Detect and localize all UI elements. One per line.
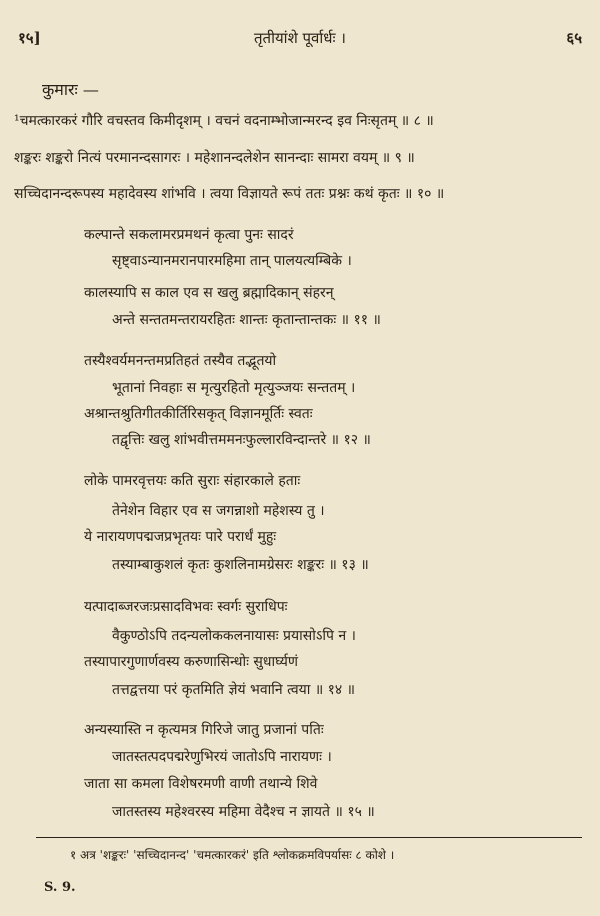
verse-line: वैकुण्ठोऽपि तदन्यलोककलनायासः प्रयासोऽपि न ।: [112, 628, 356, 644]
verse-line: जातस्तत्पदपद्मरेणुभिरयं जातोऽपि नारायणः ।: [112, 749, 332, 765]
verse-line: लोके पामरवृत्तयः कति सुराः संहारकाले हताः: [84, 473, 301, 489]
verse-line: यत्पादाब्जरजःप्रसादविभवः स्वर्गः सुराधिपः: [84, 599, 288, 615]
verse-line: कालस्यापि स काल एव स खलु ब्रह्मादिकान् संहरन्: [84, 285, 334, 301]
page-number: ६५: [566, 29, 582, 47]
prose-verse-10: सच्चिदानन्दरूपस्य महादेवस्य शांभवि । त्वया विज्ञायते रूपं ततः प्रश्नः कथं कृतः ॥ १० ॥: [14, 186, 445, 202]
verse-line: तस्यैश्वर्यमनन्तमप्रतिहतं तस्यैव तद्भूतयो: [84, 353, 277, 369]
verse-line: तेनेशेन विहार एव स जगन्नाशो महेशस्य तु ।: [112, 503, 325, 519]
verse-line: तत्तद्वत्तया परं कृतमिति ज्ञेयं भवानि त्वया ॥ १४ ॥: [112, 682, 356, 698]
page-header: [18, 28, 582, 54]
verse-line: तस्याम्बाकुशलं कृतः कुशलिनामग्रेसरः शङ्करः ॥ १३ ॥: [112, 557, 369, 573]
verse-line: जातस्तस्य महेश्वरस्य महिमा वेदैश्च न ज्ञायते ॥ १५ ॥: [112, 804, 375, 820]
verse-line: तद्वृत्तिः खलु शांभवीत्तममनःफुल्लारविन्दान्तरे ॥ १२ ॥: [112, 432, 371, 448]
footnote-divider: [36, 837, 582, 838]
left-page-mark: १५]: [18, 29, 41, 47]
footnote: १ अत्र 'शङ्करः' 'सच्चिदानन्द' 'चमत्कारकरं' इति श्लोकक्रमविपर्यासः ८ कोशे ।: [70, 848, 395, 862]
prose-verse-8: ¹चमत्कारकरं गौरि वचस्तव किमीदृशम् । वचनं वदनाम्भोजान्मरन्द इव निःसृतम् ॥ ८ ॥: [14, 113, 434, 129]
verse-line: सृष्ट्वाऽन्यानमरानपारमहिमा तान् पालयत्यम्बिके ।: [112, 253, 352, 269]
verse-line: भूतानां निवहाः स मृत्युरहितो मृत्युञ्जयः सन्ततम् ।: [112, 380, 356, 396]
verse-line: कल्पान्ते सकलामरप्रमथनं कृत्वा पुनः सादरं: [84, 227, 294, 243]
running-head: तृतीयांशे पूर्वार्धः ।: [254, 29, 346, 47]
prose-verse-9: शङ्करः शङ्करो नित्यं परमानन्दसागरः । महेशानन्दलेशेन सानन्दाः सामरा वयम् ॥ ९ ॥: [14, 150, 415, 166]
verse-line: तस्यापारगुणार्णवस्य करुणासिन्धोः सुधार्घ्यणं: [84, 654, 298, 670]
signature-mark: S. 9.: [44, 880, 76, 895]
verse-line: अन्यस्यास्ति न कृत्यमत्र गिरिजे जातु प्रजानां पतिः: [84, 722, 324, 738]
verse-line: ये नारायणपद्मजप्रभृतयः पारे परार्धं मुहुः: [84, 529, 277, 545]
speaker-label: कुमारः —: [42, 80, 99, 99]
verse-line: अश्रान्तश्रुतिगीतकीर्तिरिसकृत् विज्ञानमूर्तिः स्वतः: [84, 406, 313, 422]
verse-line: जाता सा कमला विशेषरमणी वाणी तथान्ये शिवे: [84, 776, 318, 792]
verse-line: अन्ते सन्ततमन्तरायरहितः शान्तः कृतान्तान्तकः ॥ ११ ॥: [112, 312, 381, 328]
